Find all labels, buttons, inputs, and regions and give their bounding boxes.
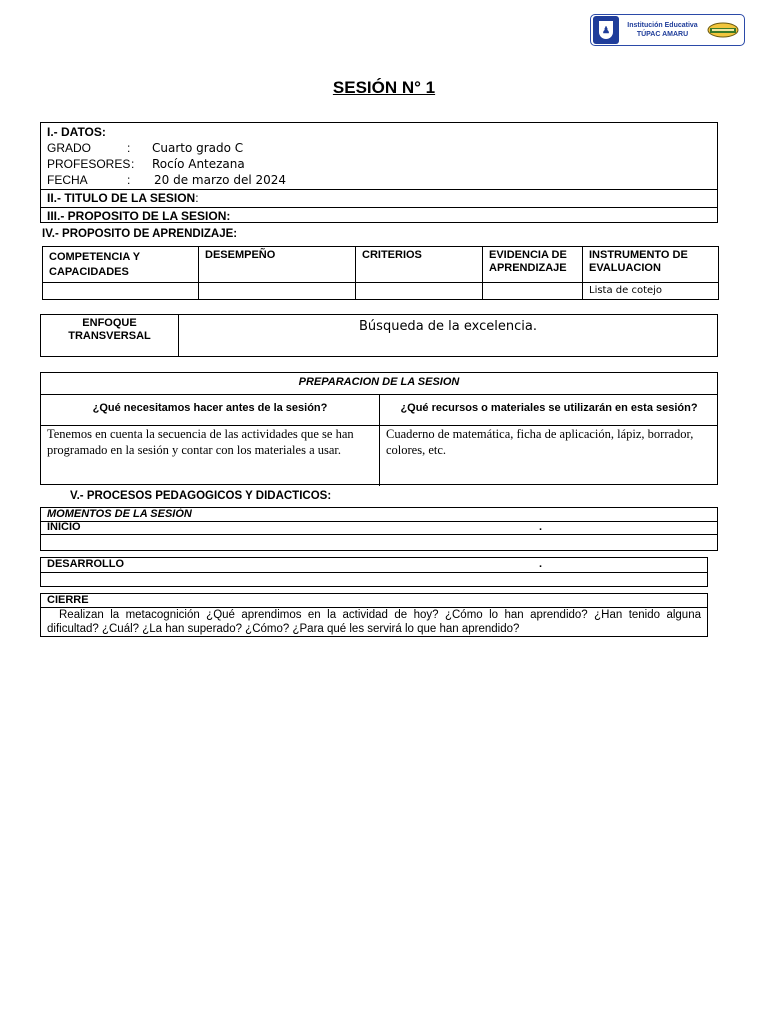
desarrollo-dot: . <box>539 558 543 570</box>
preparacion-box <box>40 372 718 485</box>
grado-sep: : <box>127 141 131 155</box>
enfoque-label: ENFOQUE TRANSVERSAL <box>41 315 179 356</box>
datos-header: I.- DATOS: <box>47 125 106 139</box>
col-evidencia: EVIDENCIA DE APRENDIZAJE <box>483 247 583 283</box>
school-logo <box>590 14 745 46</box>
aprendizaje-header: IV.- PROPOSITO DE APRENDIZAJE: <box>42 228 238 240</box>
fecha-sep: : <box>127 173 131 187</box>
enfoque-box <box>40 314 718 357</box>
school-name: Institución Educativa TÚPAC AMARU <box>627 22 698 38</box>
col1-header: ¿Qué necesitamos hacer antes de la sesión? <box>92 402 328 414</box>
col-criterios: CRITERIOS <box>356 247 483 283</box>
cell-evidencia <box>483 283 583 300</box>
inicio-label: INICIO <box>47 521 81 533</box>
profesores-label: PROFESORES <box>47 157 131 171</box>
cell-desempeno <box>199 283 356 300</box>
inicio-dot: . <box>539 521 543 533</box>
preparacion-title: PREPARACION DE LA SESION <box>298 376 460 388</box>
col-desempeno: DESEMPEÑO <box>199 247 356 283</box>
cierre-text: Realizan la metacognición ¿Qué aprendimos en la actividad de hoy? ¿Cómo lo han aprendido? ¿Han tenido alguna dificultad? ¿Cuál? ¿La han superado? ¿Cómo? ¿Para qué les servirá lo que han aprendido? <box>47 609 701 635</box>
col-competencia: COMPETENCIA Y CAPACIDADES <box>43 247 199 283</box>
cell-instrumento: Lista de cotejo <box>583 283 719 300</box>
school-crest-icon: ♟ <box>593 16 619 44</box>
aprendizaje-table <box>42 246 719 300</box>
enfoque-value: Búsqueda de la excelencia. <box>359 319 537 334</box>
emblem-icon <box>706 20 740 40</box>
desarrollo-label: DESARROLLO <box>47 558 124 570</box>
grado-label: GRADO <box>47 141 92 155</box>
col2-text: Cuaderno de matemática, ficha de aplicación, lápiz, borrador, colores, etc. <box>386 427 694 457</box>
desarrollo-box <box>40 557 708 587</box>
fecha-value: 20 de marzo del 2024 <box>154 173 287 187</box>
profesores-sep: : <box>131 157 135 171</box>
momentos-box <box>40 507 718 551</box>
proposito-sesion: III.- PROPOSITO DE LA SESION: <box>47 209 231 223</box>
col-instrumento: INSTRUMENTO DE EVALUACION <box>583 247 719 283</box>
cierre-label: CIERRE <box>47 594 89 606</box>
col1-text: Tenemos en cuenta la secuencia de las actividades que se han programado en la sesión y contar con los materiales a usar. <box>47 427 354 457</box>
titulo-sesion: II.- TITULO DE LA SESION: <box>47 191 199 205</box>
col2-header: ¿Qué recursos o materiales se utilizarán en esta sesión? <box>400 402 698 414</box>
grado-value: Cuarto grado C <box>152 141 244 155</box>
page-title: SESIÓN N° 1 <box>332 78 436 97</box>
datos-box <box>40 122 718 223</box>
profesores-value: Rocío Antezana <box>152 157 245 171</box>
cell-criterios <box>356 283 483 300</box>
cierre-box <box>40 593 708 637</box>
momentos-label: MOMENTOS DE LA SESIÓN <box>47 508 192 520</box>
procesos-header: V.- PROCESOS PEDAGOGICOS Y DIDACTICOS: <box>70 490 332 502</box>
cell-competencia <box>43 283 199 300</box>
fecha-label: FECHA <box>47 173 88 187</box>
